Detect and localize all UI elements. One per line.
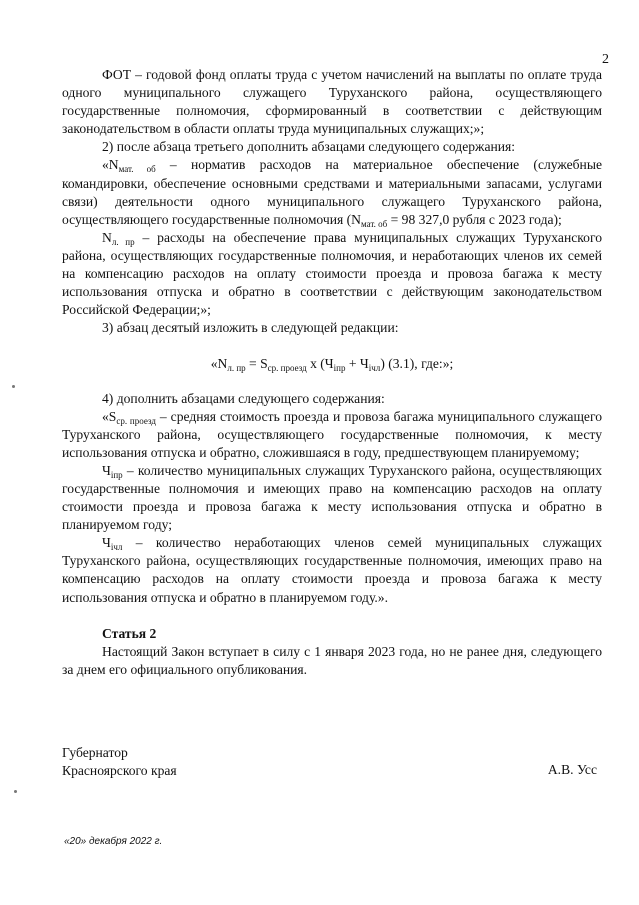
article-text: Настоящий Закон вступает в силу с 1 января 2023 года, но не ранее дня, следующего за днем его официального опубликования.	[62, 643, 602, 677]
scan-speck	[14, 790, 17, 793]
paragraph-item-3: 3) абзац десятый изложить в следующей редакции:	[102, 320, 399, 336]
definition-nlpr: $N_{л. пр}$ – расходы на обеспечение права муниципальных служащих Туруханского района, осуществляющих государственные полномочия, и неработающих членов их семей на компенсацию расходов на оплату стоимости проезда и провоза багажа к месту использования отпуска и обратно в соответствии с действующим законодательством Российской Федерации;»;	[62, 229, 602, 318]
definition-chichl: $Ч_{iчл}$ – количество неработающих членов семей муниципальных служащих Туруханского района, осуществляющих государственные полномочия, имеющих право на компенсацию расходов на оплату стоимости проезда и провоза багажа к месту использования отпуска и обратно в планируемом году.».	[62, 535, 602, 605]
signature-name: А.В. Усс	[547, 762, 597, 777]
signature-position	[62, 744, 177, 780]
page-number: 2	[602, 52, 609, 67]
definition-chipr: $Ч_{iпр}$ – количество муниципальных служащих Туруханского района, осуществляющих государственные полномочия и имеющих право на компенсацию расходов на оплату стоимости проезда и провоза багажа к месту использования отпуска и обратно в планируемом году;	[62, 462, 602, 533]
formula: «$N_{л. пр} = S_{ср. проезд}$ x $(Ч_{iпр} + Ч_{iчл})$ (3.1), где:»;	[210, 356, 454, 374]
paragraph-fot: ФОТ – годовой фонд оплаты труда с учетом начислений на выплаты по оплате труда одного муниципального служащего Туруханского района, осуществляющего государственные полномочия, сформированный в соответствии с действующим законодательством в области оплаты труда муниципальных служащих;»;	[62, 67, 602, 137]
paragraph-item-2: 2) после абзаца третьего дополнить абзацами следующего содержания:	[102, 139, 516, 155]
article-title: Статья 2	[102, 625, 157, 641]
signature-position-line1: Губернатор	[62, 745, 128, 760]
signature-position-line2: Красноярского края	[62, 763, 177, 779]
document-body	[62, 66, 602, 679]
definition-nmat: «$N_{мат. об}$ – норматив расходов на материальное обеспечение (служебные командировки, обеспечение основными средствами и материальными запасами, услугами связи) деятельности одного муниципального служащего Туруханского района, осуществляющего государственные полномочия ($N_{мат. об} = 98$ 327,0 рубля с 2023 года);	[62, 157, 602, 229]
paragraph-item-4: 4) дополнить абзацами следующего содержания:	[102, 390, 385, 406]
document-date: «20» декабря 2022 г.	[64, 836, 163, 847]
definition-sprz: «$S_{ср. проезд}$ – средняя стоимость проезда и провоза багажа муниципального служащего Туруханского района, осуществляющего государственные полномочия, к месту использования отпуска и обратно, сложившаяся в году, предшествующем планируемому;	[62, 408, 602, 460]
scan-speck	[12, 385, 15, 388]
